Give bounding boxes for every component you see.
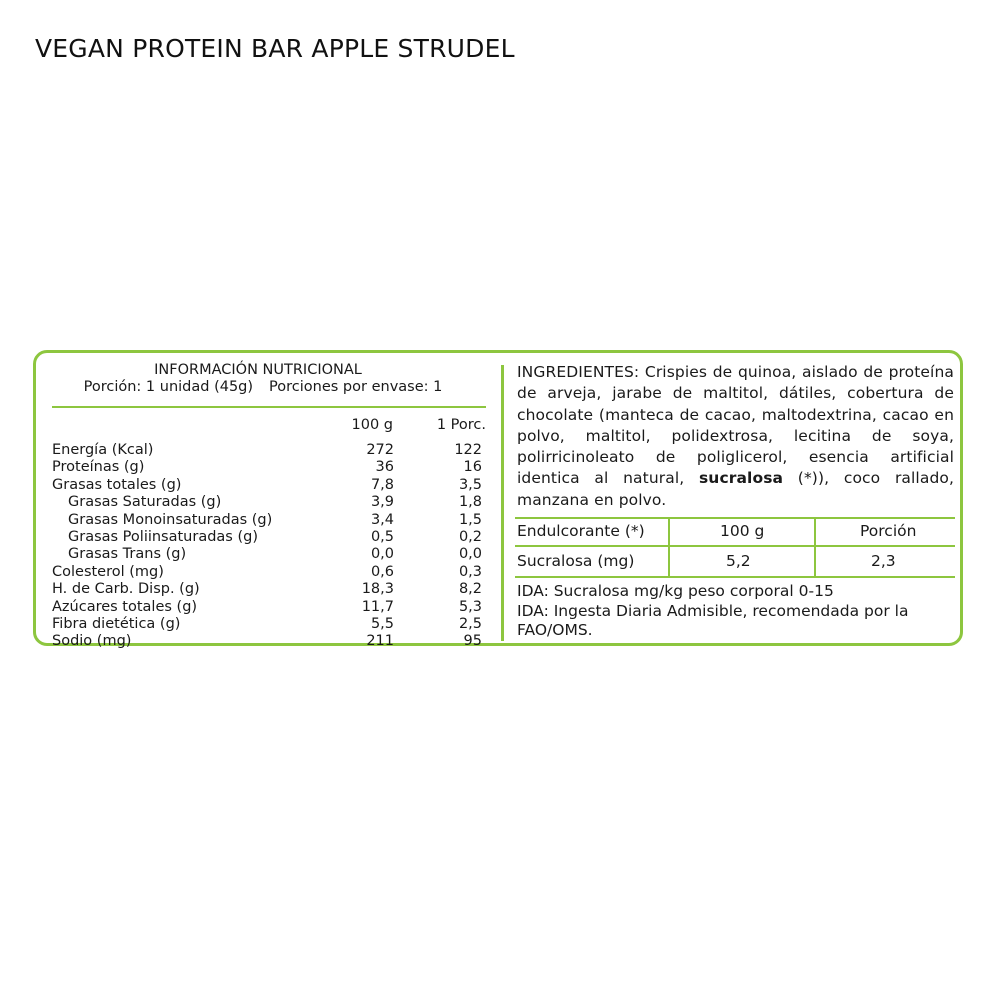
row-label: Grasas Saturadas (g) xyxy=(68,494,222,511)
row-label: Azúcares totales (g) xyxy=(52,598,198,615)
table-row xyxy=(52,442,484,459)
row-value-portion: 122 xyxy=(454,442,482,458)
row-value-portion: 16 xyxy=(463,459,482,476)
row-value-portion: 0,0 xyxy=(458,546,482,563)
portions-per-pack: Porciones por envase: 1 xyxy=(269,379,443,395)
ingredients-after: (*)), coco rallado, manzana en polvo. xyxy=(517,469,954,509)
sweetener-table-bottom-rule xyxy=(515,576,955,578)
row-value-100g: 0,6 xyxy=(370,563,394,580)
row-value-100g: 7,8 xyxy=(370,476,394,493)
row-label: Sodio (mg) xyxy=(52,633,132,650)
row-value-portion: 3,5 xyxy=(458,476,482,493)
row-label: Energía (Kcal) xyxy=(52,442,154,458)
row-value-100g: 0,0 xyxy=(370,546,394,563)
row-value-portion: 0,3 xyxy=(458,563,482,580)
row-value-portion: 1,5 xyxy=(458,511,482,528)
row-value-portion: 2,5 xyxy=(458,615,482,632)
row-value-100g: 3,9 xyxy=(370,494,394,511)
row-label: Grasas Trans (g) xyxy=(68,546,187,563)
product-title: VEGAN PROTEIN BAR APPLE STRUDEL xyxy=(35,34,515,63)
row-value-100g: 11,7 xyxy=(361,598,394,615)
table-row xyxy=(52,546,484,563)
sweetener-row-portion: 2,3 xyxy=(871,552,896,570)
table-row xyxy=(52,529,484,546)
sweetener-header-portion: Porción xyxy=(860,522,917,540)
row-label: Proteínas (g) xyxy=(52,459,145,476)
row-value-portion: 0,2 xyxy=(458,528,482,545)
table-row xyxy=(52,494,484,511)
row-label: Colesterol (mg) xyxy=(52,563,164,580)
row-label: Fibra dietética (g) xyxy=(52,615,181,632)
row-value-portion: 5,3 xyxy=(458,598,482,615)
ida-line-1: IDA: Sucralosa mg/kg peso corporal 0-15 xyxy=(517,582,834,600)
sweetener-row-label: Sucralosa (mg) xyxy=(517,552,635,570)
ingredients-before: INGREDIENTES: Crispies de quinoa, aislado de proteína de arveja, jarabe de maltitol, dátiles, cobertura de chocolate (manteca de cacao, maltodextrina, cacao en polvo, maltitol, polidextrosa, lecitina de soya, polirricinoleato de poliglicerol, esencia artificial identica al natural, xyxy=(517,363,954,488)
ingredients-bold-sweetener: sucralosa xyxy=(698,469,784,488)
table-row xyxy=(52,599,484,616)
row-label: Grasas totales (g) xyxy=(52,476,182,493)
column-100g: 100 g xyxy=(351,417,393,433)
column-portion: 1 Porc. xyxy=(436,417,486,433)
row-value-100g: 0,5 xyxy=(370,528,394,545)
table-row xyxy=(52,581,484,598)
nutrition-rows xyxy=(52,442,484,651)
nutrition-column-headers xyxy=(52,417,484,435)
ida-line-2: IDA: Ingesta Diaria Admisible, recomendada por la FAO/OMS. xyxy=(517,601,909,639)
sweetener-table-col-rule xyxy=(668,517,670,577)
sweetener-row-100g: 5,2 xyxy=(726,552,751,570)
table-row xyxy=(52,633,484,650)
row-value-100g: 5,5 xyxy=(370,615,394,632)
nutrition-facts xyxy=(52,362,486,650)
sweetener-table-mid-rule xyxy=(515,545,955,547)
table-row xyxy=(52,564,484,581)
sweetener-table-top-rule xyxy=(515,517,955,519)
ida-notes xyxy=(517,582,957,641)
sweetener-header-100g: 100 g xyxy=(720,522,765,540)
row-value-portion: 8,2 xyxy=(458,581,482,598)
portion-info xyxy=(42,379,484,395)
nutrition-label-panel xyxy=(33,350,963,650)
row-label: H. de Carb. Disp. (g) xyxy=(52,581,200,598)
row-value-portion: 1,8 xyxy=(458,494,482,511)
row-value-100g: 272 xyxy=(366,442,394,458)
row-value-100g: 211 xyxy=(366,633,394,650)
sweetener-header-label: Endulcorante (*) xyxy=(517,522,645,540)
row-label: Grasas Poliinsaturadas (g) xyxy=(68,528,258,545)
table-row xyxy=(52,477,484,494)
row-value-100g: 36 xyxy=(375,459,394,476)
row-value-100g: 3,4 xyxy=(370,511,394,528)
portion-size: Porción: 1 unidad (45g) xyxy=(83,379,254,395)
panel-divider xyxy=(501,365,504,641)
row-label: Grasas Monoinsaturadas (g) xyxy=(68,511,273,528)
ingredients-text xyxy=(517,362,954,511)
table-row xyxy=(52,459,484,476)
row-value-100g: 18,3 xyxy=(361,581,394,598)
nutrition-heading: INFORMACIÓN NUTRICIONAL xyxy=(154,362,362,378)
sweetener-table-col-rule xyxy=(814,517,816,577)
row-value-portion: 95 xyxy=(463,633,482,650)
nutrition-divider xyxy=(52,406,486,408)
table-row xyxy=(52,616,484,633)
table-row xyxy=(52,512,484,529)
